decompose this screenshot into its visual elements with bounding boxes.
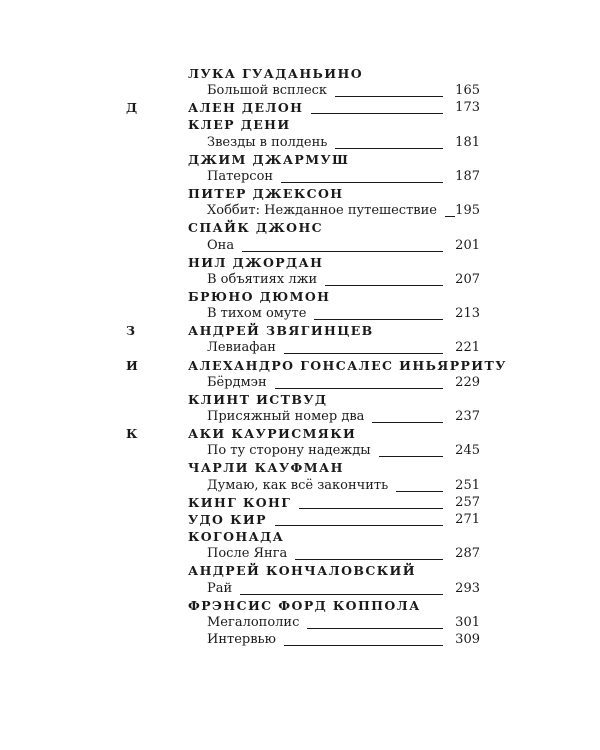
director-name: АЛЕН ДЕЛОН — [188, 100, 304, 116]
leader-line — [314, 319, 443, 320]
page-number: 293 — [455, 580, 480, 596]
director-name: ЧАРЛИ КАУФМАН — [188, 460, 344, 476]
film-title: Хоббит: Нежданное путешествие — [207, 203, 437, 219]
film-title: Левиафан — [207, 340, 276, 356]
leader-line — [240, 594, 443, 595]
director-name: АНДРЕЙ ЗВЯГИНЦЕВ — [188, 323, 374, 339]
page-number: 245 — [455, 443, 480, 459]
section-letter: Д — [126, 100, 138, 116]
film-title: Мегалополис — [207, 614, 300, 630]
page-number: 237 — [455, 409, 480, 424]
director-name: ФРЭНСИС ФОРД КОППОЛА — [188, 597, 421, 613]
director-name: ЛУКА ГУАДАНЬИНО — [188, 66, 363, 81]
leader-line — [396, 491, 443, 492]
film-title: После Янга — [207, 546, 288, 562]
section-letter: К — [126, 426, 138, 442]
leader-line — [335, 96, 443, 97]
page-number: 251 — [455, 477, 480, 493]
leader-line — [299, 508, 443, 509]
page-number: 221 — [455, 340, 480, 356]
film-title: Рай — [207, 580, 233, 596]
director-name: КЛЕР ДЕНИ — [188, 117, 291, 133]
director-name: БРЮНО ДЮМОН — [188, 288, 331, 304]
leader-line — [325, 285, 443, 286]
page-number: 201 — [455, 237, 480, 253]
film-title: Звезды в полдень — [207, 134, 328, 150]
leader-line — [311, 113, 443, 114]
director-name: ДЖИМ ДЖАРМУШ — [188, 151, 350, 167]
leader-line — [242, 251, 443, 252]
page-number: 271 — [455, 511, 480, 527]
leader-line — [335, 148, 443, 149]
leader-line — [275, 525, 443, 526]
director-name: СПАЙК ДЖОНС — [188, 220, 324, 236]
page-number: 195 — [455, 203, 480, 219]
film-title: В тихом омуте — [207, 306, 307, 322]
page-number: 213 — [455, 306, 480, 322]
leader-line — [284, 353, 443, 354]
page-number: 257 — [455, 494, 480, 510]
director-name: АКИ КАУРИСМЯКИ — [188, 426, 357, 442]
page-number: 207 — [455, 271, 480, 287]
film-title: Интервью — [207, 631, 276, 647]
page-number: 229 — [455, 374, 480, 390]
leader-line — [379, 456, 443, 457]
film-title: Думаю, как всё закончить — [207, 477, 389, 493]
toc-title-row — [0, 630, 600, 650]
page-number: 187 — [455, 168, 480, 184]
film-title: Бёрдмэн — [207, 374, 267, 390]
leader-line — [307, 628, 443, 629]
leader-line — [372, 422, 443, 423]
page-number: 165 — [455, 83, 480, 99]
leader-line — [281, 182, 443, 183]
director-name: КОГОНАДА — [188, 529, 285, 545]
page-number: 301 — [455, 614, 480, 630]
leader-line — [284, 645, 443, 646]
film-title: По ту сторону надежды — [207, 443, 371, 459]
director-name: АНДРЕЙ КОНЧАЛОВСКИЙ — [188, 563, 416, 579]
page-number: 287 — [455, 546, 480, 562]
director-name: КИНГ КОНГ — [188, 494, 292, 510]
page-number: 173 — [455, 100, 480, 116]
film-title: Она — [207, 237, 235, 253]
film-title: В объятиях лжи — [207, 271, 318, 287]
section-letter: И — [126, 357, 139, 373]
director-name: НИЛ ДЖОРДАН — [188, 254, 324, 270]
director-name: ПИТЕР ДЖЕКСОН — [188, 186, 344, 202]
film-title: Присяжный номер два — [207, 409, 365, 424]
director-name: АЛЕХАНДРО ГОНСАЛЕС ИНЬЯРРИТУ — [188, 357, 507, 373]
leader-line — [275, 388, 443, 389]
film-title: Большой всплеск — [207, 83, 328, 99]
director-name: УДО КИР — [188, 511, 267, 527]
leader-line — [295, 559, 443, 560]
section-letter: З — [126, 323, 136, 339]
page-number: 309 — [455, 631, 480, 647]
film-title: Патерсон — [207, 168, 274, 184]
page-number: 181 — [455, 134, 480, 150]
director-name: КЛИНТ ИСТВУД — [188, 391, 328, 407]
